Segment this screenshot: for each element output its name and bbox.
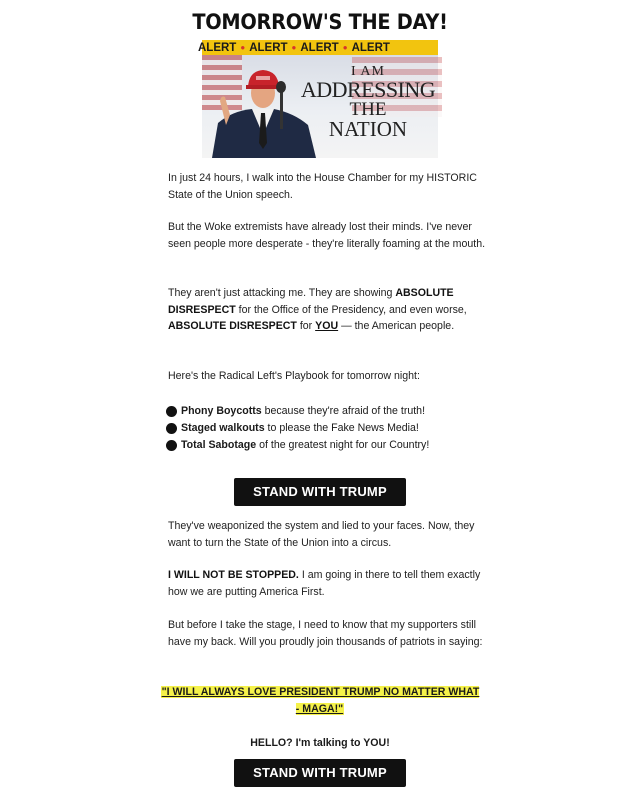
alert-word: ALERT xyxy=(300,42,339,54)
paragraph-woke: But the Woke extremists have already lost their minds. I've never seen people more desperate - they're literally foaming at the mouth. xyxy=(168,221,486,250)
alert-dot-icon: ● xyxy=(342,43,348,52)
hero-line: ADDRESSING xyxy=(300,77,436,102)
text-run: They aren't just attacking me. They are showing xyxy=(168,287,396,299)
hero-image xyxy=(202,55,438,158)
bullet-bold: Phony Boycotts xyxy=(181,405,262,418)
hero-headline xyxy=(298,65,438,139)
bold-run: ABSOLUTE DISRESPECT xyxy=(168,320,297,332)
paragraph-weaponized: They've weaponized the system and lied to your faces. Now, they want to turn the State of the Union into a circus. xyxy=(168,520,475,549)
pledge-text[interactable]: "I WILL ALWAYS LOVE PRESIDENT TRUMP NO MATTER WHAT - MAGA!" xyxy=(161,686,480,715)
bullet-icon xyxy=(166,440,177,451)
alert-word: ALERT xyxy=(351,42,390,54)
stand-with-trump-button-2[interactable]: STAND WITH TRUMP xyxy=(234,759,406,787)
list-item xyxy=(166,420,486,437)
paragraph-supporters: But before I take the stage, I need to know that my supporters still have my back. Will you proudly join thousands of patriots in saying: xyxy=(168,619,483,648)
bullet-icon xyxy=(166,423,177,434)
text-run: I am going in there to tell them exactly how we are putting America First. xyxy=(168,569,481,598)
hero-line: NATION xyxy=(328,117,408,141)
alert-dot-icon: ● xyxy=(240,43,246,52)
hello-text: HELLO? I'm talking to YOU! xyxy=(250,737,390,749)
bold-run: ABSOLUTE DISRESPECT xyxy=(168,287,454,316)
alert-word: ALERT xyxy=(249,42,288,54)
paragraph-not-stopped xyxy=(168,567,488,600)
bullet-icon xyxy=(166,406,177,417)
stand-with-trump-button[interactable]: STAND WITH TRUMP xyxy=(234,478,406,506)
pledge-link[interactable] xyxy=(160,684,480,718)
playbook-list xyxy=(166,403,486,454)
alert-banner xyxy=(198,40,438,55)
bold-run: I WILL NOT BE STOPPED. xyxy=(168,569,299,581)
hero-line: I AM xyxy=(351,64,385,79)
hero-line: THE xyxy=(349,99,387,120)
alert-word: ALERT xyxy=(198,42,237,54)
alert-dot-icon: ● xyxy=(291,43,297,52)
list-item xyxy=(166,403,486,420)
bullet-bold: Total Sabotage xyxy=(181,439,257,452)
email-title: TOMORROW'S THE DAY! xyxy=(192,10,448,34)
paragraph-playbook: Here's the Radical Left's Playbook for tomorrow night: xyxy=(168,370,420,382)
paragraph-intro: In just 24 hours, I walk into the House Chamber for my HISTORIC State of the Union speech. xyxy=(168,172,477,201)
underlined-you: YOU xyxy=(315,320,339,332)
bullet-text: to please the Fake News Media! xyxy=(264,422,419,435)
paragraph-disrespect xyxy=(168,285,488,335)
list-item xyxy=(166,437,486,454)
text-run: — the American people. xyxy=(338,320,455,332)
text-run: for the Office of the Presidency, and even worse, xyxy=(235,303,467,316)
bullet-text: because they're afraid of the truth! xyxy=(261,405,426,418)
bullet-text: of the greatest night for our Country! xyxy=(256,439,430,452)
bullet-bold: Staged walkouts xyxy=(181,422,265,435)
text-run: for xyxy=(296,320,316,332)
